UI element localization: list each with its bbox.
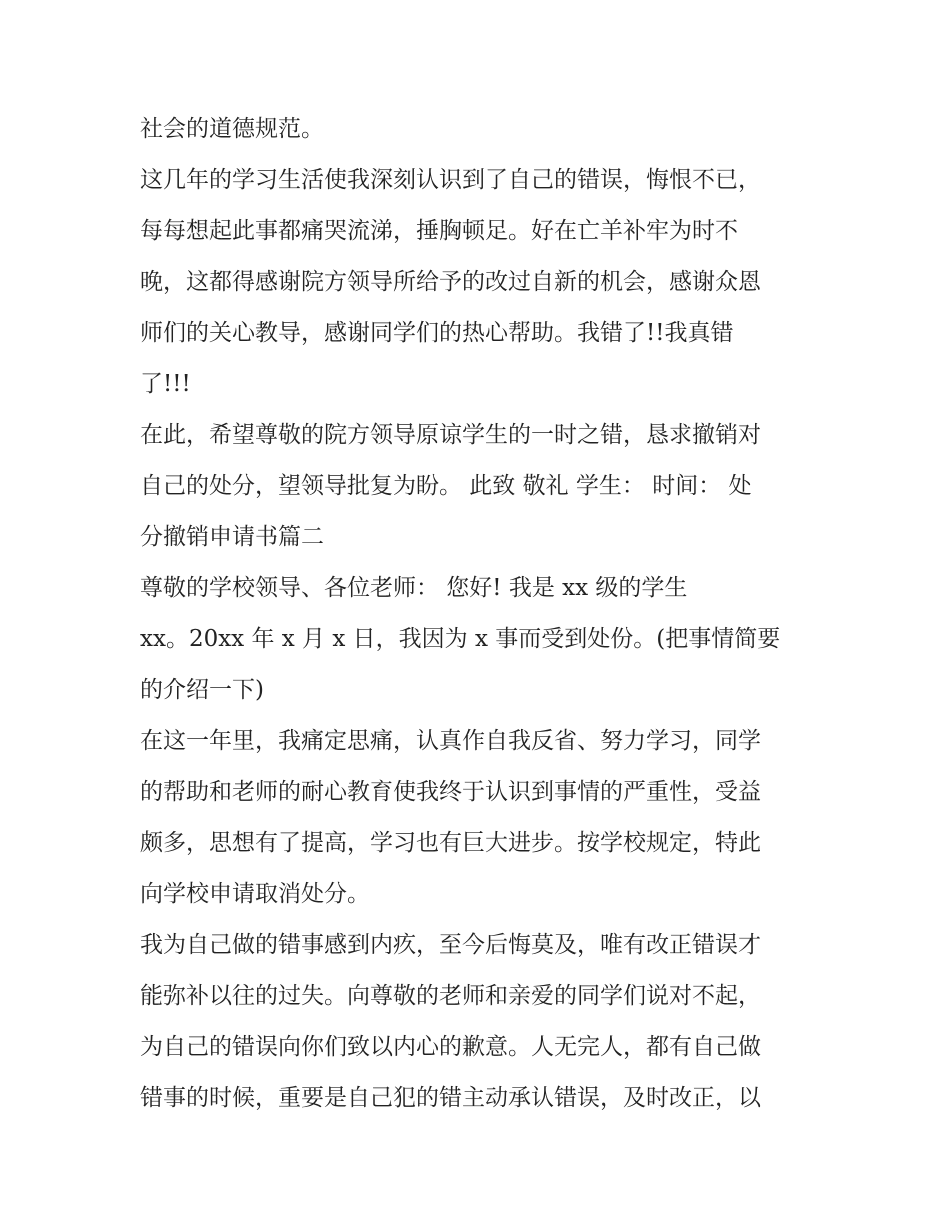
text-line: 每每想起此事都痛哭流涕，捶胸顿足。好在亡羊补牢为时不 <box>140 218 738 244</box>
text-line: 向学校申请取消处分。 <box>140 881 370 907</box>
text-line: 晚，这都得感谢院方领导所给予的改过自新的机会，感谢众恩 <box>140 269 761 295</box>
salutation-line: 尊敬的学校领导、各位老师： 您好! 我是 xx 级的学生 <box>140 575 688 601</box>
text-line: 师们的关心教导，感谢同学们的热心帮助。我错了!!我真错 <box>140 320 734 346</box>
text-line: 自己的处分，望领导批复为盼。 此致 敬礼 学生： 时间： 处 <box>140 473 752 499</box>
text-line: 了!!! <box>140 371 191 397</box>
text-line: 社会的道德规范。 <box>140 116 324 142</box>
text-line: 颇多，思想有了提高，学习也有巨大进步。按学校规定，特此 <box>140 830 761 856</box>
document-body <box>140 104 820 1124</box>
text-line: 我为自己做的错事感到内疚，至今后悔莫及，唯有改正错误才 <box>140 932 761 958</box>
text-line: 错事的时候，重要是自己犯的错主动承认错误，及时改正，以 <box>140 1085 761 1111</box>
text-line: 在此，希望尊敬的院方领导原谅学生的一时之错，恳求撤销对 <box>140 422 761 448</box>
text-line: 能弥补以往的过失。向尊敬的老师和亲爱的同学们说对不起， <box>140 983 761 1009</box>
text-line: 这几年的学习生活使我深刻认识到了自己的错误，悔恨不已， <box>140 167 761 193</box>
text-line: 的帮助和老师的耐心教育使我终于认识到事情的严重性，受益 <box>140 779 761 805</box>
text-line: 的介绍一下) <box>140 677 264 703</box>
section-heading-line: 分撤销申请书篇二 <box>140 524 324 550</box>
text-line: xx。20xx 年 x 月 x 日，我因为 x 事而受到处份。(把事情简要 <box>140 626 781 652</box>
text-line: 为自己的错误向你们致以内心的歉意。人无完人，都有自己做 <box>140 1034 761 1060</box>
text-line: 在这一年里，我痛定思痛，认真作自我反省、努力学习，同学 <box>140 728 761 754</box>
